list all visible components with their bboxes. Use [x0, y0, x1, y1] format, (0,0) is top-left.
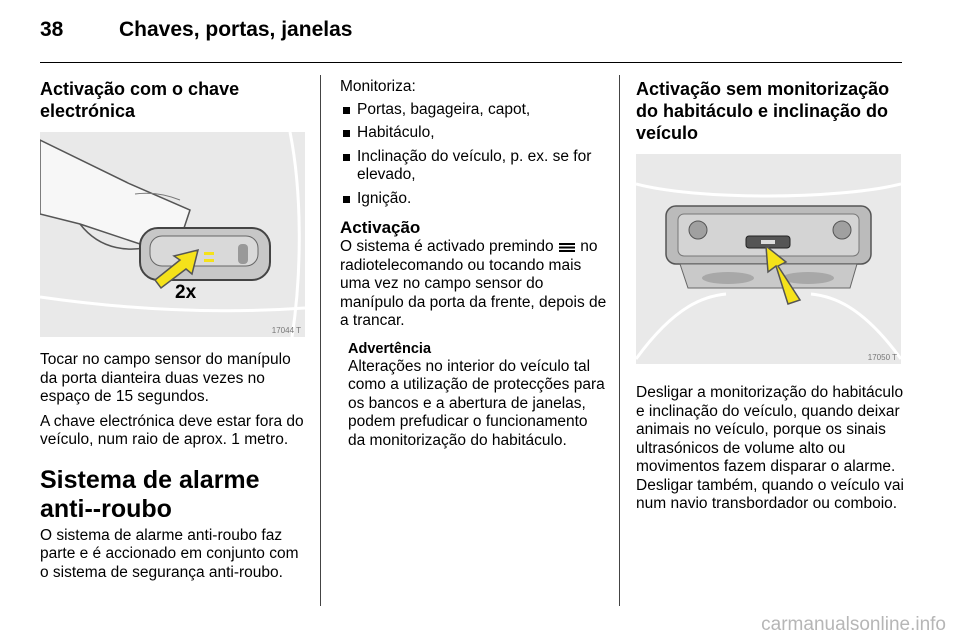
column-3 — [636, 78, 904, 514]
overhead-console-button-illustration — [636, 154, 901, 364]
activation-text-before: O sistema é activado premindo — [340, 238, 554, 255]
list-item: Ignição. — [340, 190, 608, 209]
twice-label: 2x — [175, 282, 197, 303]
list-item: Inclinação do veículo, p. ex. se for elevado, — [340, 148, 608, 185]
paragraph: Tocar no campo sensor do manípulo da porta dianteira duas vezes no espaço de 15 segundos. — [40, 351, 291, 405]
paragraph: A chave electrónica deve estar fora do veículo, num raio de aprox. 1 metro. — [40, 412, 304, 448]
activation-heading: Activação — [340, 218, 421, 237]
paragraph: O sistema de alarme anti-roubo faz parte e é accionado em conjunto com o sistema de segurança anti-roubo. — [40, 526, 299, 581]
section-heading-electronic-key: Activação com o chave electrónica — [40, 79, 240, 121]
list-item: Portas, bagageira, capot, — [340, 101, 608, 120]
door-handle-figure — [40, 132, 305, 337]
section-heading-without-monitoring: Activação sem monitorização do habitáculo e inclinação do veículo — [636, 79, 890, 143]
warning-note — [348, 341, 608, 451]
column-divider-1 — [320, 75, 321, 606]
section-title-anti-theft: Sistema de alarme anti--roubo — [40, 465, 260, 523]
chapter-title: Chaves, portas, janelas — [119, 18, 353, 41]
lock-button-icon — [558, 242, 576, 252]
column-divider-2 — [619, 75, 620, 606]
figure-code: 17050 T — [867, 353, 897, 362]
monitor-list — [340, 101, 608, 209]
column-2 — [340, 78, 608, 450]
activation-paragraph — [340, 238, 608, 331]
paragraph: Desligar a monitorização do habitáculo e inclinação do veículo, quando deixar animais no veículo, porque os sinais ultrasónicos de volume alto ou movimentos fazem disparar o alarme. Desligar também, quando o veículo vai num navio transbordador ou comboio. — [636, 384, 904, 512]
door-handle-sensor-illustration — [40, 132, 305, 337]
overhead-console-figure — [636, 154, 901, 364]
note-title: Advertência — [348, 340, 432, 357]
activation-text-after: no radiotelecomando ou tocando mais uma vez no campo sensor do manípulo da porta da frente, depois de a trancar. — [340, 238, 607, 329]
column-1 — [40, 78, 308, 582]
header-rule — [40, 62, 902, 63]
figure-code: 17044 T — [271, 326, 301, 335]
page-number: 38 — [40, 18, 64, 41]
watermark: carmanualsonline.info — [761, 614, 946, 635]
list-item: Habitáculo, — [340, 124, 608, 143]
note-text: Alterações no interior do veículo tal como a utilização de protecções para os bancos e a abertura de janelas, podem prefudicar o funcionamento da monitorização do habitáculo. — [348, 357, 605, 449]
monitor-intro: Monitoriza: — [340, 78, 416, 95]
